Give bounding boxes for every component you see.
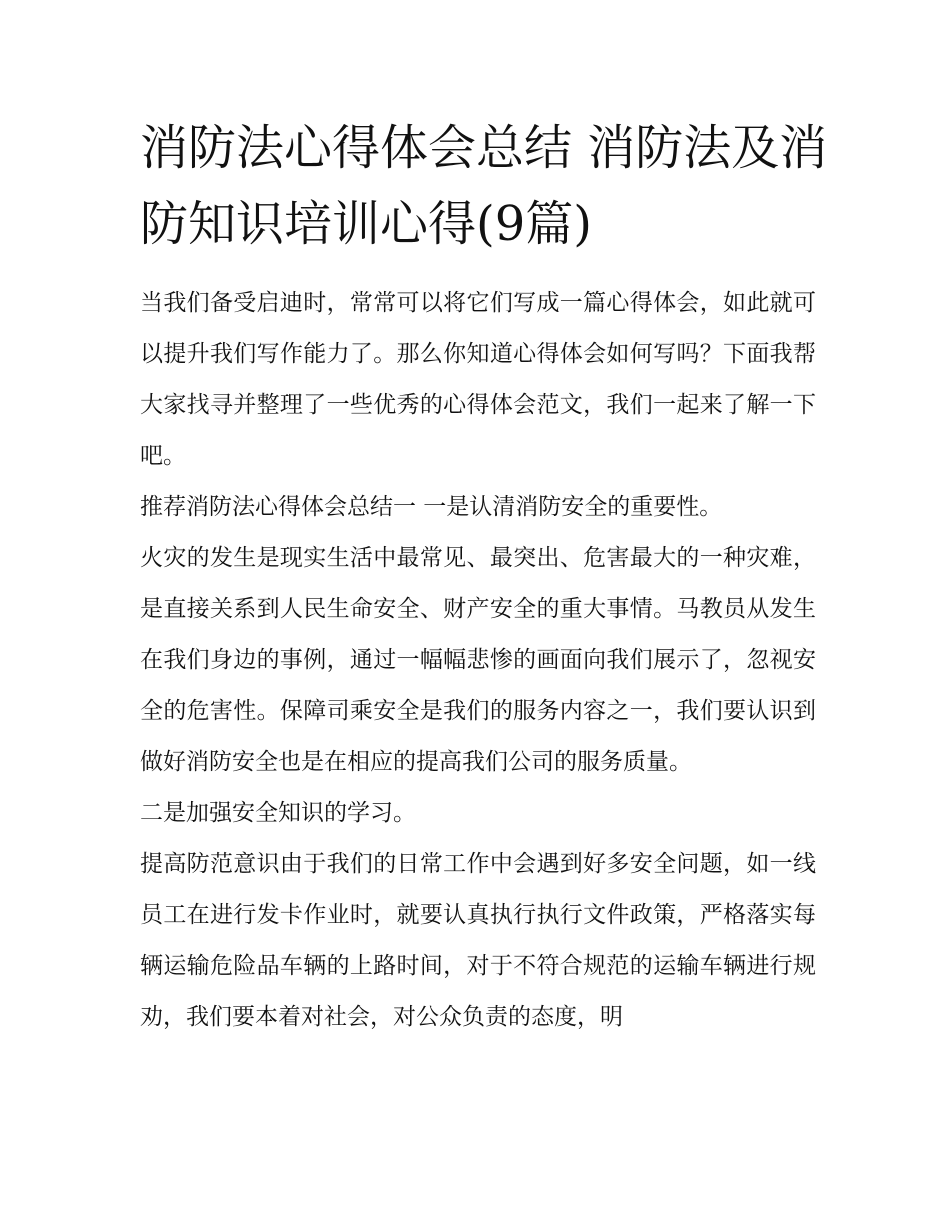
paragraph-intro: 当我们备受启迪时，常常可以将它们写成一篇心得体会，如此就可以提升我们写作能力了。那么你知道心得体会如何写吗？下面我帮大家找寻并整理了一些优秀的心得体会范文，我们一起来了解一下吧。 (140, 290, 816, 469)
paragraph-awareness: 提高防范意识由于我们的日常工作中会遇到好多安全问题，如一线员工在进行发卡作业时，就要认真执行执行文件政策，严格落实每辆运输危险品车辆的上路时间，对于不符合规范的运输车辆进行规劝，我们要本着对社会，对公众负责的态度，明 (140, 851, 816, 1030)
paragraph-section-one-heading: 推荐消防法心得体会总结一 一是认清消防安全的重要性。 (140, 494, 723, 520)
paragraph-point-two: 二是加强安全知识的学习。 (140, 800, 416, 826)
document-body (140, 278, 816, 1043)
document-title: 消防法心得体会总结 消防法及消防知识培训心得(9篇) (140, 120, 828, 252)
paragraph-fire-hazard: 火灾的发生是现实生活中最常见、最突出、危害最大的一种灾难，是直接关系到人民生命安全、财产安全的重大事情。马教员从发生在我们身边的事例，通过一幅幅悲惨的画面向我们展示了，忽视安全的危害性。保障司乘安全是我们的服务内容之一，我们要认识到做好消防安全也是在相应的提高我们公司的服务质量。 (140, 545, 816, 775)
